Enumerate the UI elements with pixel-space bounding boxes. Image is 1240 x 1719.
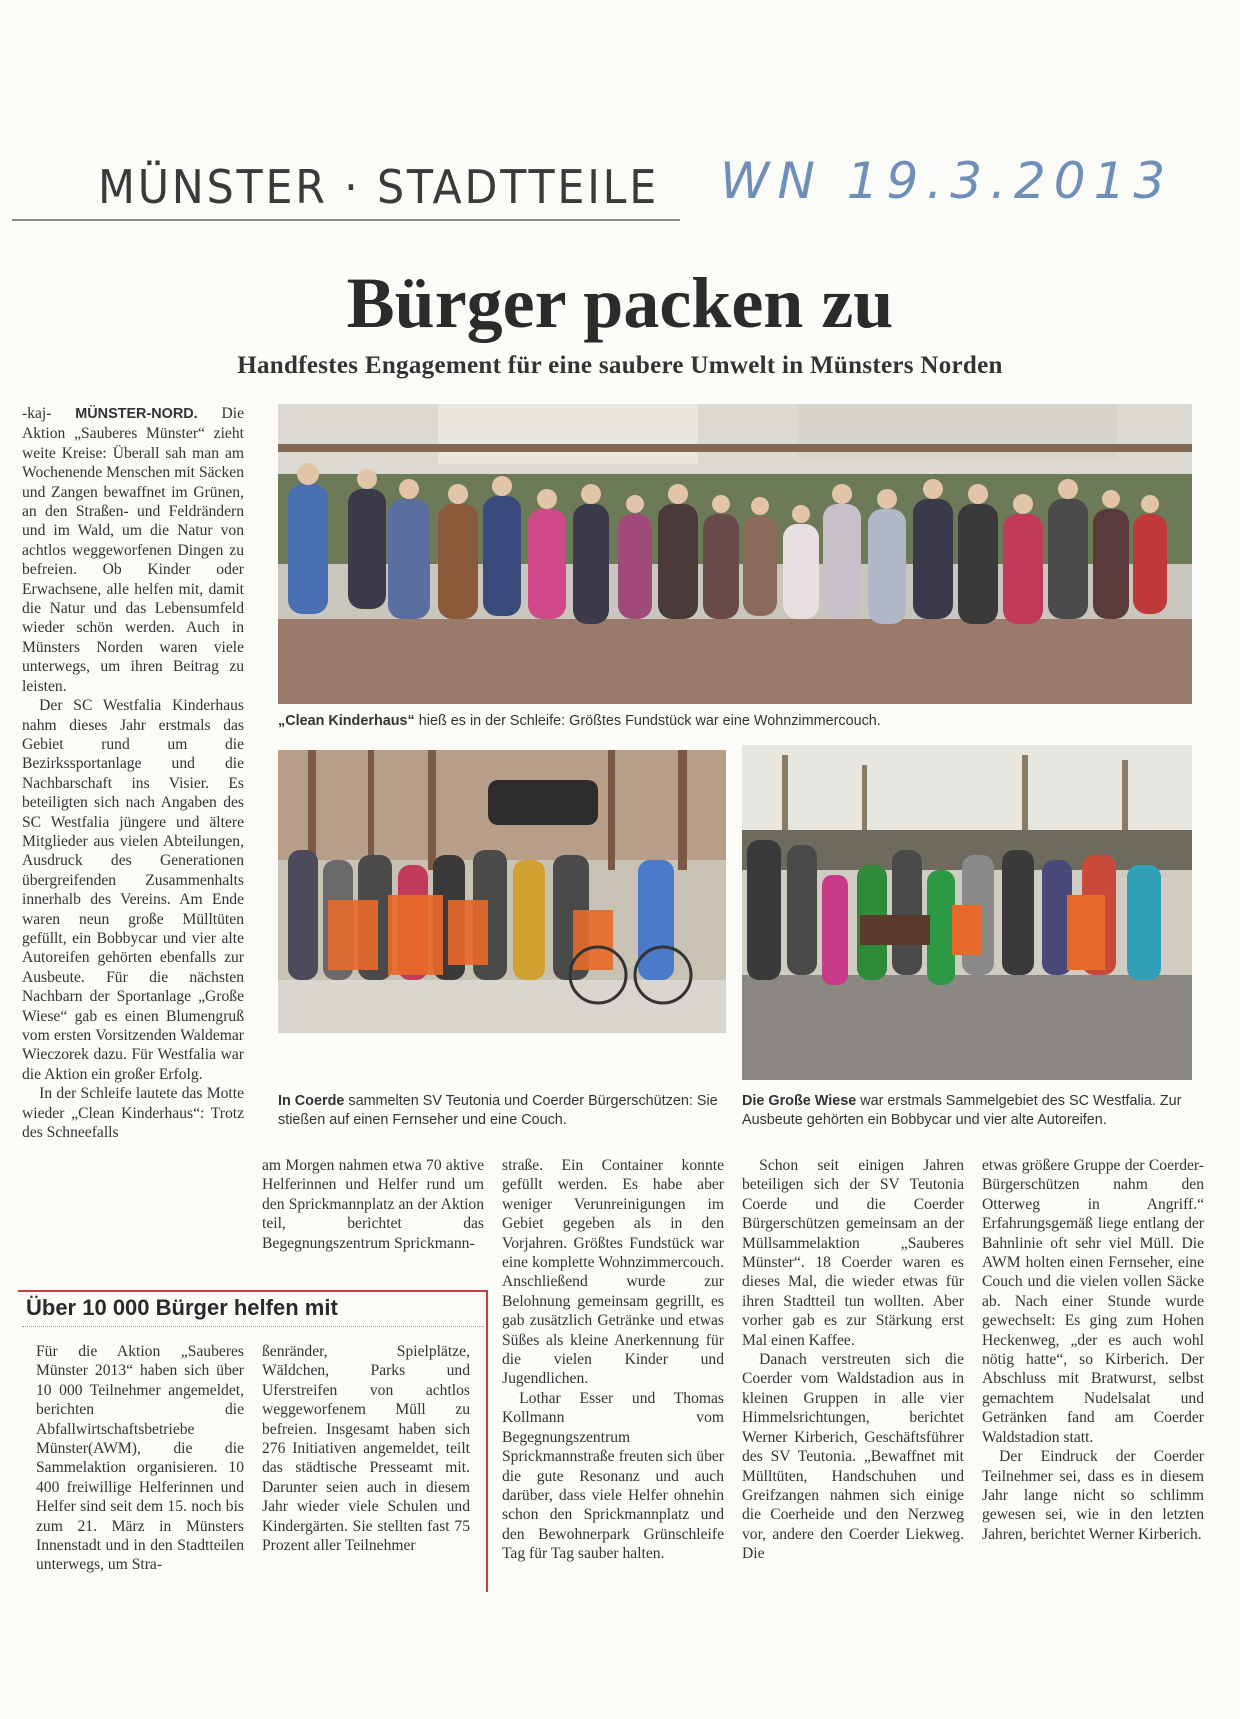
info-box-paragraph: ßenränder, Spielplätze, Wäldchen, Parks und Uferstreifen von achtlos weggeworfenem Müll zu befreien. Insgesamt haben sich 276 Initiativen angemeldet, teilt das städtische Presseamt mit. Darunter seien auch in diesem Jahr wieder viele Schulen und Kindergärten. Sie stellten fast 75 Prozent aller Teilnehmer [262, 1343, 470, 1555]
headline: Bürger packen zu [346, 263, 894, 343]
location-dateline: MÜNSTER-NORD. [75, 406, 198, 422]
section-title: MÜNSTER · STADTTEILE [98, 160, 660, 214]
article-paragraph: etwas größere Gruppe der Coerder-Bürgerschützen nahm den Otterweg in Angriff.“ Erfahrungsgemäß liege entlang der Bahnlinie oft sehr viel Müll. Die AWM holten einen Fernseher, eine Couch und die vielen vollen Säcke ab. Nach einer Stunde wurde gewechselt: Es ging zum Hohen Heckenweg, „der es auch wohl nötig hatte“, so Kirberich. Der Abschluss mit Bratwurst, selbst gemachtem Nudelsalat und Getränken fand am Coerder Waldstadion statt. [982, 1157, 1204, 1446]
article-paragraph: Danach verstreuten sich die Coerder vom Waldstadion aus in kleinen Gruppen in alle vier Himmelsrichtungen, berichtet Werner Kirberich, Geschäftsführer des SV Teutonia. „Bewaffnet mit Mülltüten, Handschuhen und Greifzangen nahmen sich einige die Coerheide und den Nerzweg vor, andere den Coerder Liekweg. Die [742, 1351, 964, 1563]
info-box-title: Über 10 000 Bürger helfen mit [26, 1295, 338, 1320]
subheadline: Handfestes Engagement für eine saubere Umwelt in Münsters Norden [237, 352, 1003, 379]
handwritten-date-note: WN 19.3.2013 [720, 152, 1174, 210]
photo-grosse-wiese-group [742, 745, 1192, 1080]
info-box-paragraph: Für die Aktion „Sauberes Münster 2013“ haben sich über 10 000 Teilnehmer angemeldet, berichten die Abfallwirtschaftsbetriebe Münster(AWM), die die Sammelaktion organisieren. 10 400 freiwillige Helferinnen und Helfer sind seit dem 15. noch bis zum 21. März in Münsters Innenstadt und in den Stadtteilen unterwegs, um Stra- [36, 1343, 244, 1574]
article-paragraph: In der Schleife lautete das Motte wieder „Clean Kinderhaus“: Trotz des Schneefalls [22, 1085, 244, 1142]
article-column-1 [22, 404, 244, 1142]
info-box-column-2 [262, 1342, 470, 1555]
group-photo-illustration [278, 404, 1192, 704]
article-column-5 [982, 1156, 1204, 1544]
info-box-column-1 [36, 1342, 244, 1575]
photo-group-clean-kinderhaus [278, 404, 1192, 704]
article-paragraph: straße. Ein Container konnte gefüllt werden. Es habe aber weniger Verunreinigungen im Gebiet gegeben als in den Vorjahren. Größtes Fundstück war eine komplette Wohnzimmercouch. Anschließend wurde zur Belohnung gemeinsam gegrillt, es gab zusätzlich Getränke und etwas Süßes als kleine Anerkennung für die vielen Kinder und Jugendlichen. [502, 1157, 724, 1388]
article-paragraph: Der Eindruck der Coerder Teilnehmer sei, dass es in diesem Jahr lange nicht so schlimm gewesen sei, wie in den letzten Jahren, berichtet Werner Kirberich. [982, 1448, 1204, 1543]
article-paragraph: Lothar Esser und Thomas Kollmann vom Begegnungszentrum Sprickmannstraße freuten sich über die gute Resonanz und auch darüber, dass viele Helfer ohnehin schon den Sprickmannplatz und den Bewohnerpark Grünschleife Tag für Tag sauber halten. [502, 1389, 724, 1563]
caption-photo-3: Die Große Wiese war erstmals Sammelgebiet des SC Westfalia. Zur Ausbeute gehörten ein Bobbycar und vier alte Autoreifen. [742, 1093, 1182, 1128]
byline: -kaj- [22, 405, 52, 422]
coerde-photo-illustration [278, 750, 726, 1033]
article-paragraph: Die Aktion „Sauberes Münster“ zieht weite Kreise: Überall sah man am Wochenende Menschen mit Säcken und Zangen bewaffnet im Grünen, an den Straßen- und Feldrändern und im Wald, um die Natur von achtlos weggeworfenen Dingen zu befreien. Ob Kinder oder Erwachsene, alle helfen mit, damit die Natur und das Lebensumfeld wieder schön werden. Auch in Münsters Norden waren viele unterwegs, um ihren Beitrag zu leisten. [22, 405, 244, 695]
article-column-3 [502, 1156, 724, 1564]
info-box-divider [22, 1326, 484, 1327]
article-column-4 [742, 1156, 964, 1564]
article-paragraph: Der SC Westfalia Kinderhaus nahm dieses Jahr erstmals das Gebiet rund um die Bezirkssportanlage und die Nachbarschaft ins Visier. Es beteiligten sich nach Angaben des SC Westfalia jüngere und ältere Mitglieder aus vielen Abteilungen, Ausdruck des Generationen übergreifenden Zusammenhalts innerhalb des Vereins. Am Ende waren neun große Mülltüten gefüllt, ein Bobbycar und vier alte Autoreifen gehörten ebenfalls zur Ausbeute. Für die nächsten Nachbarn der Sportanlage „Große Wiese“ gab es einen Blumengruß vom ersten Vorsitzenden Waldemar Wieczorek dazu. Für Westfalia war die Aktion ein großer Erfolg. [22, 697, 244, 1083]
article-paragraph: Schon seit einigen Jahren beteiligen sich der SV Teutonia Coerde und die Coerder Bürgerschützen gemeinsam an der Müllsammelaktion „Sauberes Münster“. 18 Coerder waren es dieses Mal, die wieder etwas für ihren Stadtteil tun wollten. Aber vorher gab es zur Stärkung erst Mal einen Kaffee. [742, 1157, 964, 1349]
caption-photo-2: In Coerde sammelten SV Teutonia und Coerder Bürgerschützen: Sie stießen auf einen Fernseher und eine Couch. [278, 1093, 718, 1128]
caption-photo-1: „Clean Kinderhaus“ hieß es in der Schleife: Größtes Fundstück war eine Wohnzimmercouch. [278, 713, 881, 729]
photo-coerde-group [278, 750, 726, 1033]
article-column-2 [262, 1156, 484, 1253]
article-paragraph: am Morgen nahmen etwa 70 aktive Helferinnen und Helfer rund um den Sprickmannplatz an der Aktion teil, berichtet das Begegnungszentrum Sprickmann- [262, 1157, 484, 1252]
grosse-wiese-photo-illustration [742, 745, 1192, 1080]
section-divider [12, 219, 680, 221]
